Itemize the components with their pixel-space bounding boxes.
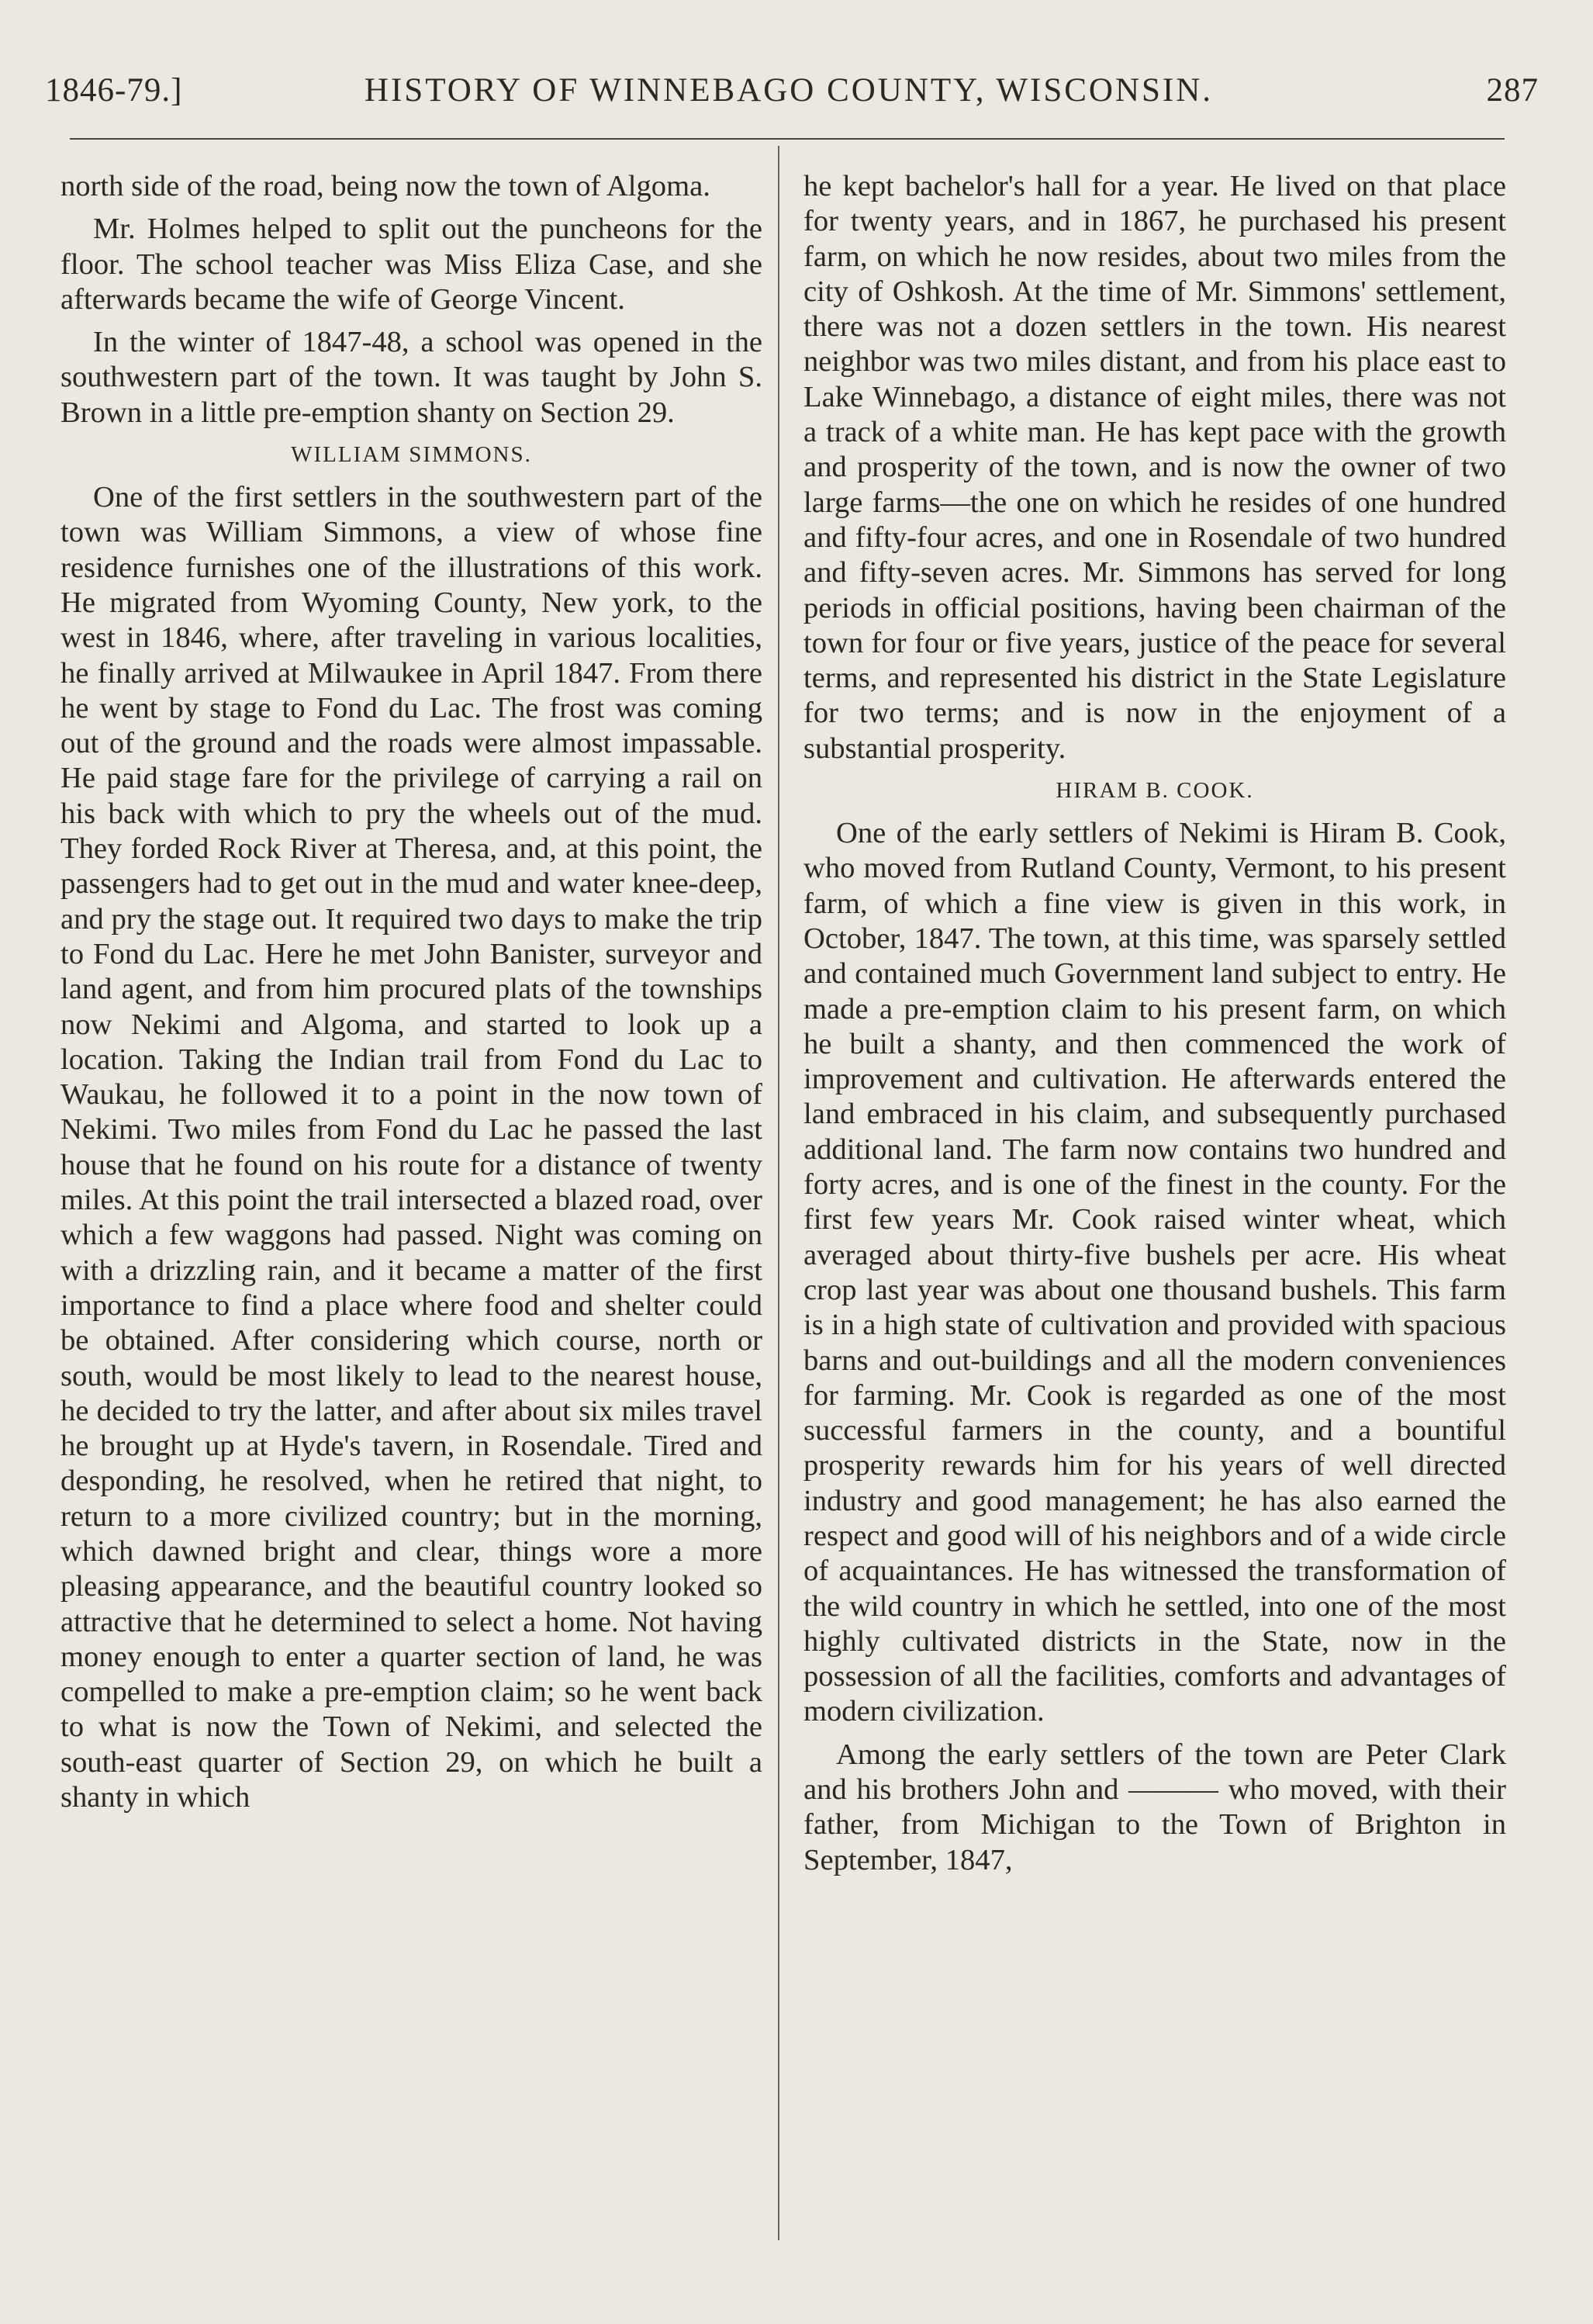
left-column — [60, 169, 762, 1823]
section-heading-william-simmons: WILLIAM SIMMONS. — [291, 442, 532, 468]
header-title: HISTORY OF WINNEBAGO COUNTY, WISCONSIN. — [364, 72, 1214, 109]
section-heading-hiram-cook: HIRAM B. COOK. — [1056, 778, 1254, 804]
paragraph-continuation: north side of the road, being now the town of Algoma. — [60, 170, 710, 202]
paragraph-clark: Among the early settlers of the town are Peter Clark and his brothers John and ——— who moved, with their father, from Michigan to the Town of Brighton in September, 1847, — [803, 1738, 1506, 1876]
right-column — [803, 169, 1506, 1886]
running-header — [39, 71, 1539, 118]
header-rule — [70, 138, 1505, 140]
paragraph-simmons-continued: he kept bachelor's hall for a year. He lived on that place for twenty years, and in 1867, he purchased his present farm, on which he now resides, about two miles from the city of Oshkosh. At the time of Mr. Simmons' settlement, there was not a dozen settlers in the town. His nearest neighbor was two miles distant, and from his place east to Lake Winnebago, a distance of eight miles, there was not a track of a white man. He has kept pace with the growth and prosperity of the town, and is now the owner of two large farms—the one on which he resides of one hundred and fifty-four acres, and one in Rosendale of two hundred and fifty-seven acres. Mr. Simmons has served for long periods in official positions, having been chairman of the town for four or five years, justice of the peace for several terms, and represented his district in the State Legislature for two terms; and is now in the enjoyment of a substantial prosperity. — [803, 170, 1506, 765]
page-number: 287 — [1486, 72, 1539, 109]
paragraph-cook: One of the early settlers of Nekimi is Hiram B. Cook, who moved from Rutland County, Vermont, to his present farm, of which a fine view is given in this work, in October, 1847. The town, at this time, was sparsely settled and contained much Government land subject to entry. He made a pre-emption claim to his present farm, on which he built a shanty, and then commenced the work of improvement and cultivation. He afterwards entered the land embraced in his claim, and subsequently purchased additional land. The farm now contains two hundred and forty acres, and is one of the finest in the county. For the first few years Mr. Cook raised winter wheat, which averaged about thirty-five bushels per acre. His wheat crop last year was about one thousand bushels. This farm is in a high state of cultivation and provided with spacious barns and out-buildings and all the modern conveniences for farming. Mr. Cook is regarded as one of the most successful farmers in the county, and a bountiful prosperity rewards him for his years of well directed industry and good management; he has also earned the respect and good will of his neighbors and of a wide circle of acquaintances. He has witnessed the transformation of the wild country in which he settled, into one of the most highly cultivated districts in the State, now in the possession of all the facilities, comforts and advantages of modern civilization. — [803, 817, 1506, 1728]
header-years: 1846-79.] — [45, 72, 183, 109]
paragraph-simmons-arrival: One of the first settlers in the southwestern part of the town was William Simmons, a view of whose fine residence furnishes one of the illustrations of this work. He migrated from Wyoming County, New york, to the west in 1846, where, after traveling in various localities, he finally arrived at Milwaukee in April 1847. From there he went by stage to Fond du Lac. The frost was coming out of the ground and the roads were almost impassable. He paid stage fare for the privilege of carrying a rail on his back with which to pry the wheels out of the mud. They forded Rock River at Theresa, and, at this point, the passengers had to get out in the mud and water knee-deep, and pry the stage out. It required two days to make the trip to Fond du Lac. Here he met John Banister, surveyor and land agent, and from him procured plats of the townships now Nekimi and Algoma, and started to look up a location. Taking the Indian trail from Fond du Lac to Waukau, he followed it to a point in the now town of Nekimi. Two miles from Fond du Lac he passed the last house that he found on his route for a distance of twenty miles. At this point the trail intersected a blazed road, over which a few waggons had passed. Night was coming on with a drizzling rain, and it became a matter of the first importance to find a place where food and shelter could be obtained. After considering which course, north or south, would be most likely to lead to the nearest house, he decided to try the latter, and after about six miles travel he brought up at Hyde's tavern, in Rosendale. Tired and desponding, he resolved, when he retired that night, to return to a more civilized country; but in the morning, which dawned bright and clear, things wore a more pleasing appearance, and the beautiful country looked so attractive that he determined to select a home. Not having money enough to enter a quarter section of land, he was compelled to make a pre-emption claim; so he went back to what is now the Town of Nekimi, and selected the south-east quarter of Section 29, on which he built a shanty in which — [60, 481, 762, 1814]
column-divider — [778, 146, 779, 2240]
paragraph-puncheons: Mr. Holmes helped to split out the puncheons for the floor. The school teacher was Miss Eliza Case, and she afterwards became the wife of George Vincent. — [60, 213, 762, 316]
paragraph-school: In the winter of 1847-48, a school was opened in the southwestern part of the town. It was taught by John S. Brown in a little pre-emption shanty on Section 29. — [60, 326, 762, 429]
